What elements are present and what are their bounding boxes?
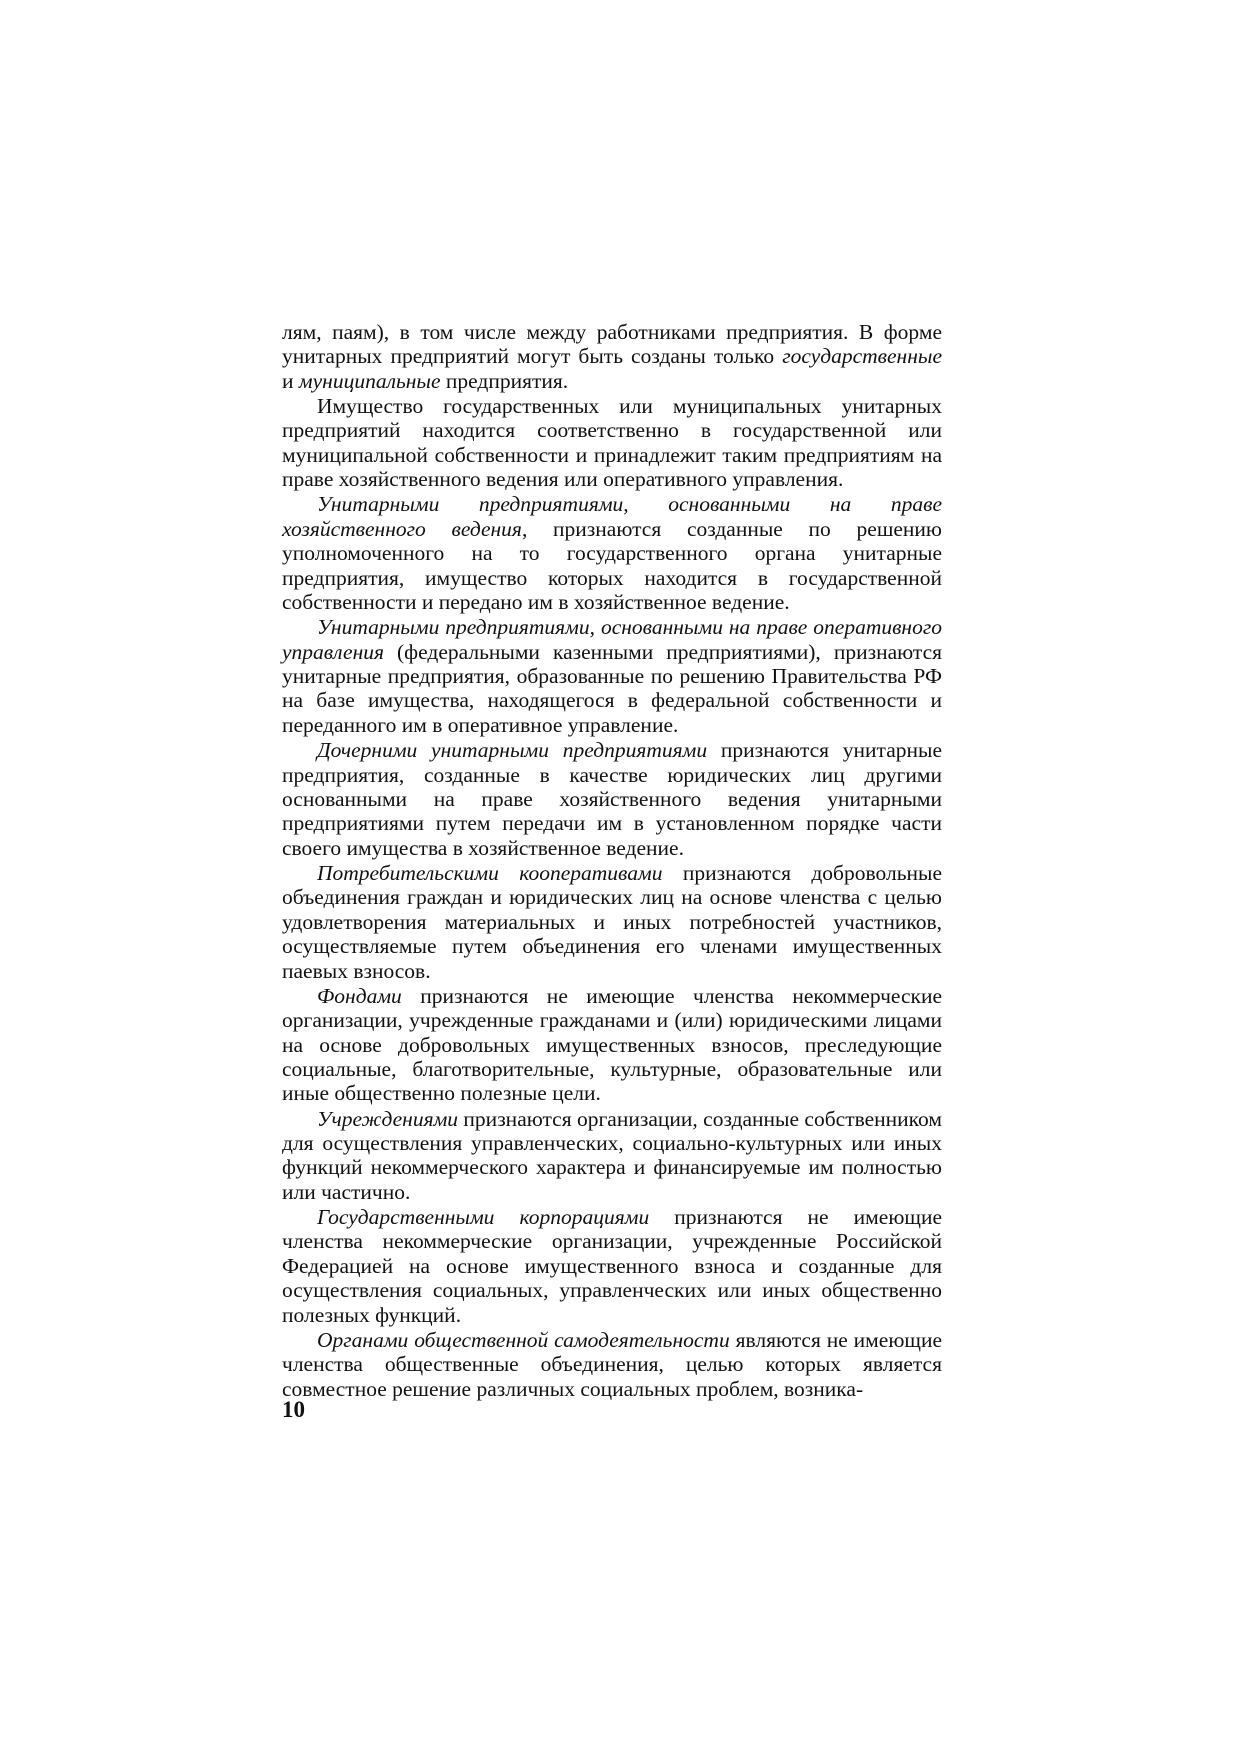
italic-term: муниципальные [298, 368, 441, 393]
text-run: и [282, 368, 299, 393]
text-run: признаются не имеющие членства некоммерческие организации, учрежденные гражданами и (или) юридическими лицами на основе добровольных имущественных взносов, преследующие социальные, благотворительные, культурные, образовательные или иные общественно полезные цели. [282, 983, 942, 1106]
paragraph [282, 738, 942, 860]
paragraph [282, 984, 942, 1106]
italic-term: Учреждениями [317, 1106, 459, 1131]
text-run: признаются организации, созданные собственником для осуществления управленческих, социально-культурных или иных функций некоммерческого характера и финансируемые им полностью или частично. [282, 1106, 942, 1204]
paragraph [282, 1205, 942, 1327]
body-text [282, 320, 942, 1402]
italic-term: государственные [782, 344, 942, 369]
text-run: являются не имеющие членства общественные объединения, целью которых является совместное решение различных социальных проблем, возника- [282, 1327, 942, 1401]
text-run: , признаются созданные по решению уполномоченного на то государственного органа унитарные предприятия, имущество которых находится в государственной собственности и передано им в хозяйственное ведение. [282, 516, 942, 615]
text-run: лям, паям), в том числе между работниками предприятия. В форме унитарных предприятий могут быть созданы только [282, 320, 942, 369]
text-run: (федеральными казенными предприятиями), признаются унитарные предприятия, образованные по решению Правительства РФ на базе имущества, находящегося в федеральной собственности и переданного им в оперативное управление. [282, 639, 942, 737]
paragraph [282, 1328, 942, 1401]
text-run: предприятия. [440, 368, 569, 393]
italic-term: Органами общественной самодеятельности [317, 1327, 730, 1352]
italic-term: Унитарными предприятиями, основанными на праве хозяйственного ведения [282, 492, 942, 541]
italic-term: Дочерними унитарными предприятиями [317, 738, 708, 763]
paragraph [282, 861, 942, 983]
page-number: 10 [282, 1397, 305, 1422]
paragraph [282, 1107, 942, 1205]
text-run: Имущество государственных или муниципальных унитарных предприятий находится соответственно в государственной или муниципальной собственности и принадлежит таким предприятиям на праве хозяйственного ведения или оперативного управления. [282, 394, 942, 492]
text-run: признаются унитарные предприятия, созданные в качестве юридических лиц другими основанными на праве хозяйственного ведения унитарными предприятиями путем передачи им в установленном порядке части своего имущества в хозяйственное ведение. [282, 738, 942, 860]
italic-term: Унитарными предприятиями, основанными на праве оперативного управления [282, 615, 942, 664]
paragraph [282, 320, 942, 393]
italic-term: Потребительскими кооперативами [317, 860, 663, 885]
paragraph [282, 615, 942, 737]
text-run: признаются добровольные объединения граждан и юридических лиц на основе членства с целью удовлетворения материальных и иных потребностей участников, осуществляемые путем объединения его членами имущественных паевых взносов. [282, 860, 942, 983]
italic-term: Государственными корпорациями [317, 1205, 650, 1229]
italic-term: Фондами [317, 983, 402, 1008]
paragraph [282, 492, 942, 614]
paragraph [282, 394, 942, 492]
text-run: признаются не имеющие членства некоммерческие организации, учрежденные Российской Федерацией на основе имущественного взноса и созданные для осуществления социальных, управленческих или иных общественно полезных функций. [282, 1205, 942, 1327]
